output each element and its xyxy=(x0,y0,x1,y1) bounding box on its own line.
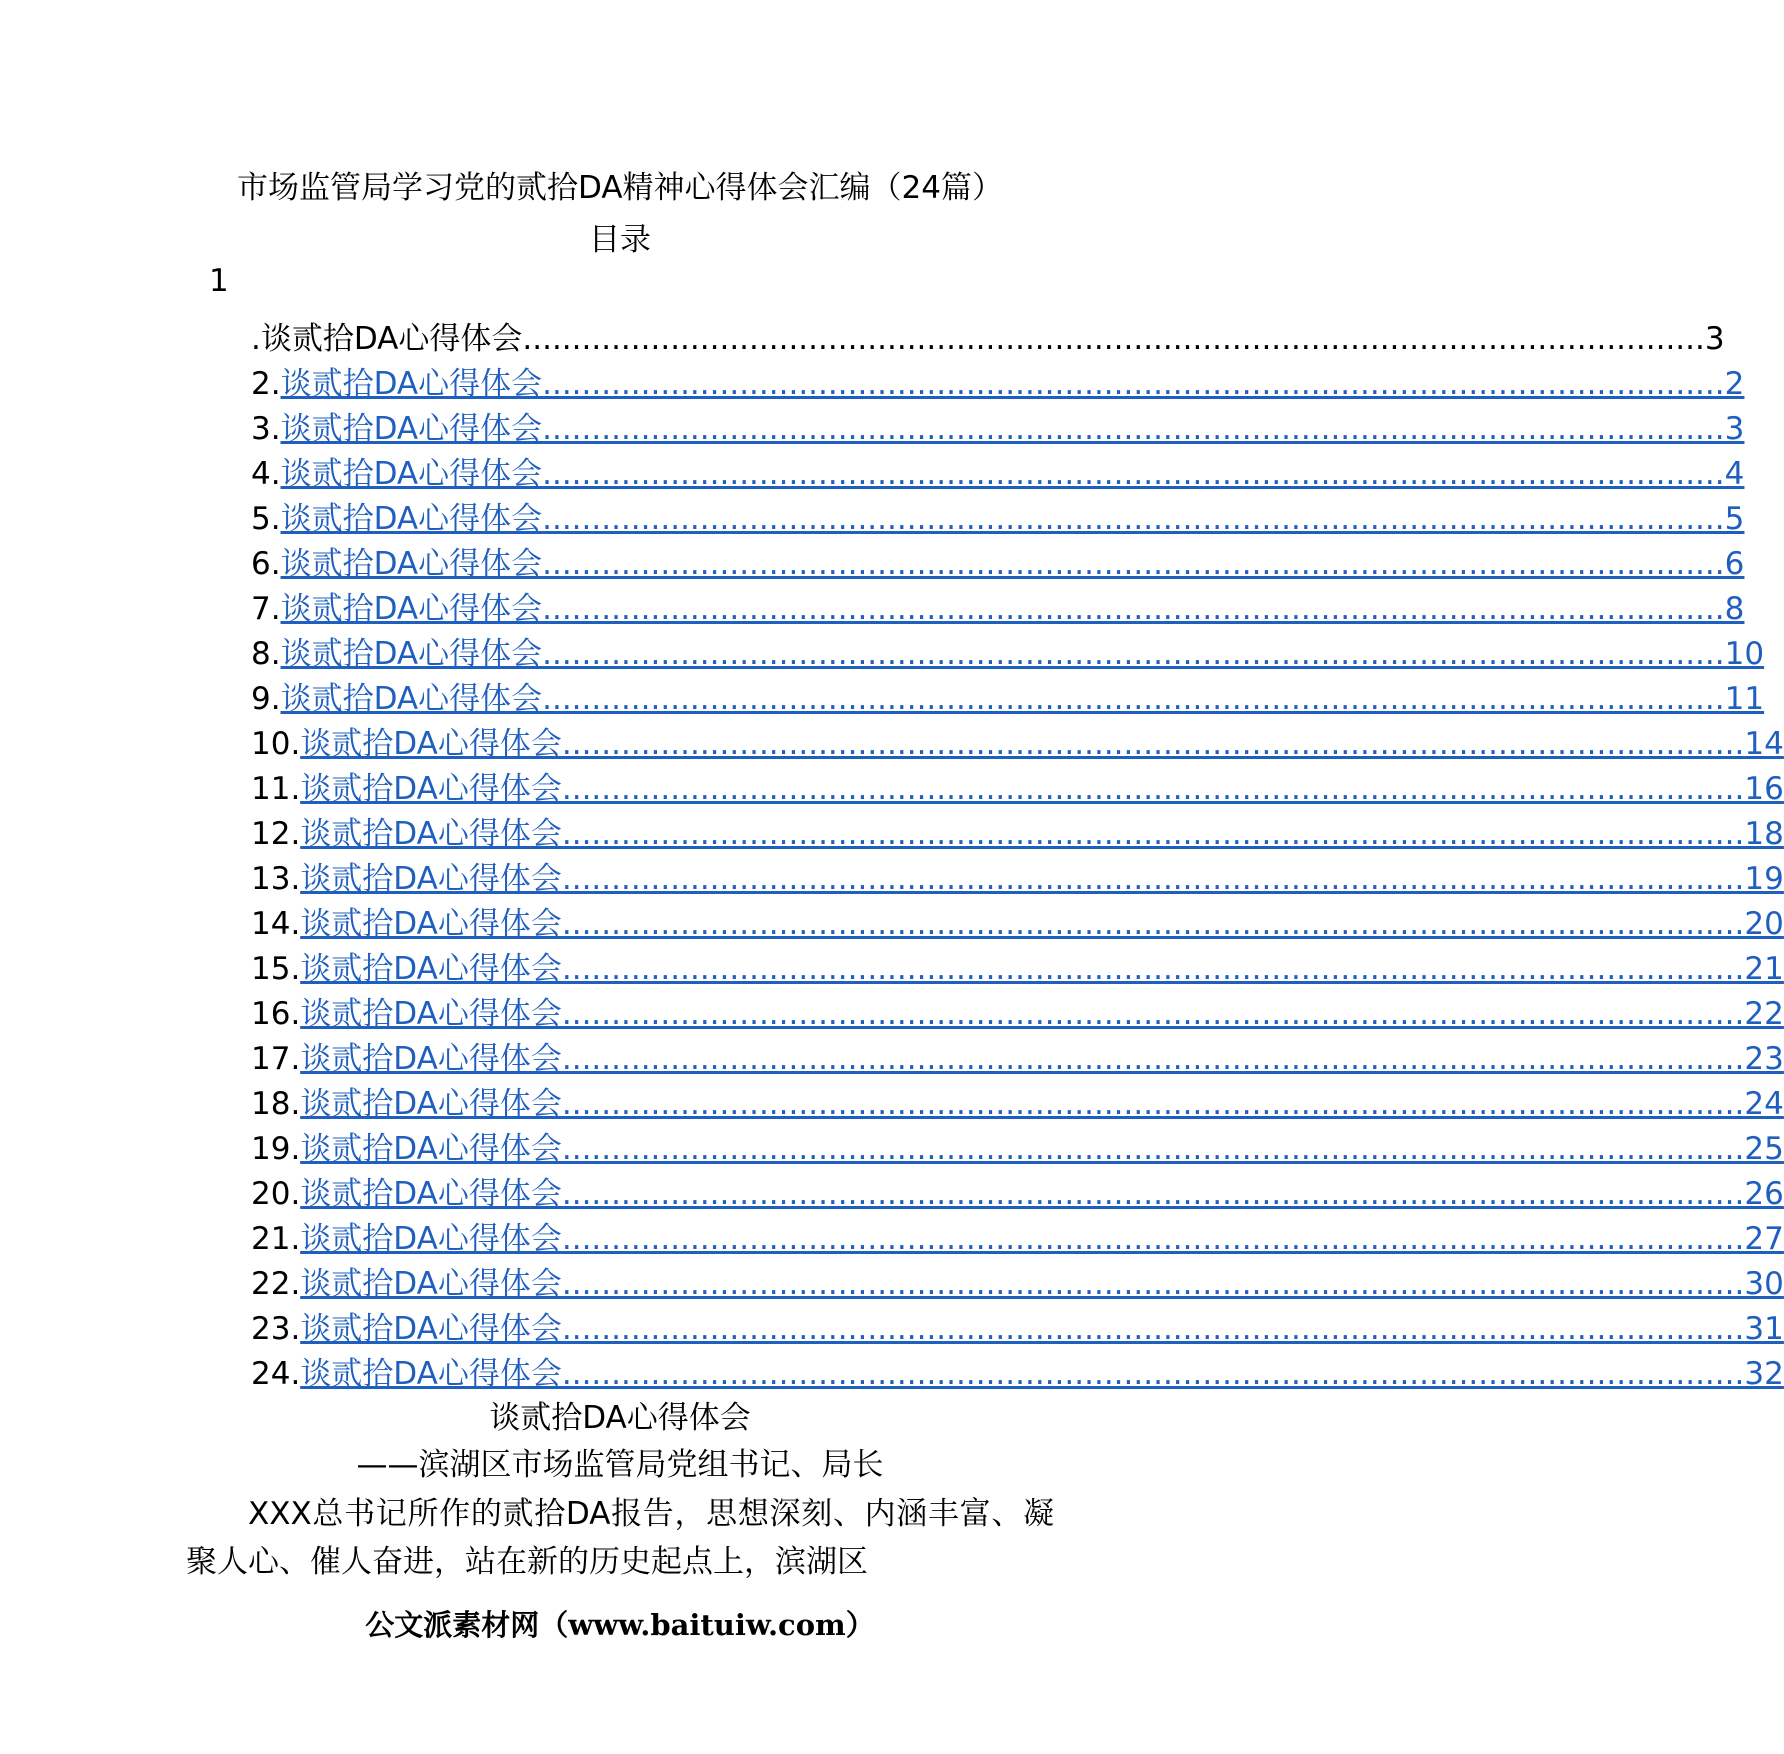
toc-entry-link[interactable] xyxy=(300,996,1784,1032)
toc-entry[interactable] xyxy=(251,1257,1784,1302)
toc-dot-leader: ........................................................................................................................ xyxy=(561,1041,1745,1077)
toc-entry-link[interactable] xyxy=(300,1266,1784,1302)
toc-dot-leader: ........................................................................................................................ xyxy=(561,1221,1745,1257)
toc-entry-label: 谈贰拾DA心得体会 xyxy=(300,1356,562,1392)
toc-dot-leader: ........................................................................................................................ xyxy=(561,1176,1745,1212)
toc-entry[interactable] xyxy=(251,807,1784,852)
toc-entry[interactable] xyxy=(251,402,1745,447)
toc-entry-number: 6. xyxy=(251,546,281,582)
toc-entry-label: 谈贰拾DA心得体会 xyxy=(300,726,562,762)
toc-entry-page-number: 2 xyxy=(1724,366,1745,402)
toc-entry-label: 谈贰拾DA心得体会 xyxy=(300,951,562,987)
toc-entry-label: .谈贰拾DA心得体会 xyxy=(251,321,523,357)
toc-entry-link[interactable] xyxy=(280,366,1745,402)
toc-entry-text xyxy=(251,321,1725,357)
toc-entry-number: 14. xyxy=(251,906,301,942)
table-of-contents xyxy=(251,312,1784,1392)
toc-entry-label: 谈贰拾DA心得体会 xyxy=(280,366,543,402)
document-title: 市场监管局学习党的贰拾DA精神心得体会汇编（24篇） xyxy=(237,170,1003,206)
toc-entry[interactable] xyxy=(251,1122,1784,1167)
toc-entry-label: 谈贰拾DA心得体会 xyxy=(300,1221,562,1257)
toc-entry-label: 谈贰拾DA心得体会 xyxy=(280,636,543,672)
toc-entry[interactable] xyxy=(251,1167,1784,1212)
toc-entry[interactable] xyxy=(251,1347,1784,1392)
toc-entry-page-number: 25 xyxy=(1744,1131,1784,1167)
toc-entry-number: 17. xyxy=(251,1041,301,1077)
article-title: 谈贰拾DA心得体会 xyxy=(489,1400,751,1436)
toc-entry[interactable] xyxy=(251,897,1784,942)
toc-entry[interactable] xyxy=(251,987,1784,1032)
toc-entry-page-number: 23 xyxy=(1744,1041,1784,1077)
toc-entry-link[interactable] xyxy=(280,546,1745,582)
toc-entry-label: 谈贰拾DA心得体会 xyxy=(300,771,562,807)
toc-entry xyxy=(251,312,1725,357)
toc-entry-page-number: 10 xyxy=(1724,636,1765,672)
toc-entry-page-number: 27 xyxy=(1744,1221,1784,1257)
toc-dot-leader: ........................................................................................................................ xyxy=(522,321,1705,357)
toc-entry-number: 3. xyxy=(251,411,281,447)
toc-entry[interactable] xyxy=(251,537,1745,582)
toc-entry-label: 谈贰拾DA心得体会 xyxy=(280,546,543,582)
toc-entry[interactable] xyxy=(251,1032,1784,1077)
toc-entry-label: 谈贰拾DA心得体会 xyxy=(300,1176,562,1212)
toc-dot-leader: ........................................................................................................................ xyxy=(561,1086,1745,1122)
toc-entry-link[interactable] xyxy=(300,1086,1784,1122)
toc-dot-leader: ........................................................................................................................ xyxy=(561,726,1745,762)
toc-entry-page-number: 3 xyxy=(1704,321,1725,357)
toc-first-number: 1 xyxy=(209,263,229,299)
toc-entry-link[interactable] xyxy=(300,1131,1784,1167)
toc-entry-number: 22. xyxy=(251,1266,301,1302)
toc-dot-leader: ........................................................................................................................ xyxy=(542,456,1725,492)
toc-entry[interactable] xyxy=(251,447,1745,492)
toc-entry[interactable] xyxy=(251,627,1765,672)
toc-entry-link[interactable] xyxy=(300,1221,1784,1257)
toc-entry-page-number: 32 xyxy=(1744,1356,1784,1392)
toc-heading: 目录 xyxy=(589,222,651,258)
toc-entry-link[interactable] xyxy=(300,1311,1784,1347)
toc-entry-label: 谈贰拾DA心得体会 xyxy=(300,1311,562,1347)
toc-entry-page-number: 24 xyxy=(1744,1086,1784,1122)
toc-entry-page-number: 3 xyxy=(1724,411,1745,447)
toc-entry-page-number: 18 xyxy=(1744,816,1784,852)
toc-dot-leader: ........................................................................................................................ xyxy=(561,1311,1745,1347)
toc-entry-label: 谈贰拾DA心得体会 xyxy=(280,681,543,717)
toc-dot-leader: ........................................................................................................................ xyxy=(561,1266,1745,1302)
toc-entry-label: 谈贰拾DA心得体会 xyxy=(300,816,562,852)
toc-dot-leader: ........................................................................................................................ xyxy=(542,501,1725,537)
footer-watermark: 公文派素材网（www.baituiw.com） xyxy=(365,1608,875,1642)
toc-entry-number: 13. xyxy=(251,861,301,897)
toc-entry-number: 19. xyxy=(251,1131,301,1167)
toc-entry-page-number: 20 xyxy=(1744,906,1784,942)
toc-entry-page-number: 31 xyxy=(1744,1311,1784,1347)
toc-entry-number: 18. xyxy=(251,1086,301,1122)
toc-entry-label: 谈贰拾DA心得体会 xyxy=(300,906,562,942)
toc-entry-label: 谈贰拾DA心得体会 xyxy=(300,996,562,1032)
toc-entry[interactable] xyxy=(251,492,1745,537)
toc-entry[interactable] xyxy=(251,357,1745,402)
toc-entry-number: 15. xyxy=(251,951,301,987)
toc-entry-label: 谈贰拾DA心得体会 xyxy=(300,1041,562,1077)
toc-dot-leader: ........................................................................................................................ xyxy=(542,546,1725,582)
toc-entry-number: 5. xyxy=(251,501,281,537)
toc-entry-link[interactable] xyxy=(280,501,1745,537)
toc-entry-label: 谈贰拾DA心得体会 xyxy=(280,591,543,627)
toc-dot-leader: ........................................................................................................................ xyxy=(561,861,1745,897)
toc-entry-label: 谈贰拾DA心得体会 xyxy=(280,501,543,537)
toc-entry-number: 10. xyxy=(251,726,301,762)
toc-entry-link[interactable] xyxy=(280,456,1745,492)
toc-entry-link[interactable] xyxy=(300,1356,1784,1392)
toc-dot-leader: ........................................................................................................................ xyxy=(542,636,1725,672)
toc-dot-leader: ........................................................................................................................ xyxy=(561,816,1745,852)
toc-entry[interactable] xyxy=(251,582,1745,627)
toc-entry-number: 4. xyxy=(251,456,281,492)
toc-entry-number: 2. xyxy=(251,366,281,402)
toc-entry-link[interactable] xyxy=(280,591,1745,627)
toc-dot-leader: ........................................................................................................................ xyxy=(542,681,1725,717)
toc-entry-label: 谈贰拾DA心得体会 xyxy=(300,1131,562,1167)
toc-entry-page-number: 26 xyxy=(1744,1176,1784,1212)
toc-entry[interactable] xyxy=(251,1302,1784,1347)
toc-entry[interactable] xyxy=(251,942,1784,987)
toc-entry-link[interactable] xyxy=(300,1041,1784,1077)
toc-entry-label: 谈贰拾DA心得体会 xyxy=(280,456,543,492)
toc-dot-leader: ........................................................................................................................ xyxy=(561,1356,1745,1392)
toc-entry-page-number: 16 xyxy=(1744,771,1784,807)
toc-entry-page-number: 6 xyxy=(1724,546,1745,582)
toc-dot-leader: ........................................................................................................................ xyxy=(561,1131,1745,1167)
toc-entry-page-number: 5 xyxy=(1724,501,1745,537)
toc-entry-page-number: 22 xyxy=(1744,996,1784,1032)
toc-entry-number: 23. xyxy=(251,1311,301,1347)
toc-entry-link[interactable] xyxy=(300,861,1784,897)
article-paragraph: XXX总书记所作的贰拾DA报告，思想深刻、内涵丰富、凝聚人心、催人奋进，站在新的历史起点上，滨湖区 xyxy=(186,1496,1054,1580)
article-byline: ——滨湖区市场监管局党组书记、局长 xyxy=(356,1447,884,1483)
toc-entry-label: 谈贰拾DA心得体会 xyxy=(300,1266,562,1302)
toc-dot-leader: ........................................................................................................................ xyxy=(561,951,1745,987)
toc-entry-link[interactable] xyxy=(300,951,1784,987)
toc-entry-number: 21. xyxy=(251,1221,301,1257)
toc-dot-leader: ........................................................................................................................ xyxy=(561,906,1745,942)
toc-entry-link[interactable] xyxy=(300,816,1784,852)
toc-entry-link[interactable] xyxy=(280,681,1765,717)
toc-entry-page-number: 8 xyxy=(1724,591,1745,627)
toc-entry-link[interactable] xyxy=(300,726,1784,762)
toc-entry-link[interactable] xyxy=(280,411,1745,447)
toc-dot-leader: ........................................................................................................................ xyxy=(542,591,1725,627)
toc-entry-link[interactable] xyxy=(300,771,1784,807)
toc-entry-link[interactable] xyxy=(300,906,1784,942)
toc-entry-page-number: 11 xyxy=(1724,681,1765,717)
toc-dot-leader: ........................................................................................................................ xyxy=(561,771,1745,807)
toc-entry-page-number: 4 xyxy=(1724,456,1745,492)
toc-entry-page-number: 30 xyxy=(1744,1266,1784,1302)
toc-entry-page-number: 21 xyxy=(1744,951,1784,987)
toc-entry[interactable] xyxy=(251,762,1784,807)
toc-entry[interactable] xyxy=(251,672,1765,717)
toc-dot-leader: ........................................................................................................................ xyxy=(561,996,1745,1032)
toc-entry-page-number: 14 xyxy=(1744,726,1784,762)
toc-entry-number: 11. xyxy=(251,771,301,807)
toc-entry[interactable] xyxy=(251,1077,1784,1122)
toc-entry-label: 谈贰拾DA心得体会 xyxy=(300,1086,562,1122)
toc-entry-number: 9. xyxy=(251,681,281,717)
toc-entry-label: 谈贰拾DA心得体会 xyxy=(300,861,562,897)
toc-entry[interactable] xyxy=(251,852,1784,897)
toc-entry[interactable] xyxy=(251,1212,1784,1257)
toc-entry-label: 谈贰拾DA心得体会 xyxy=(280,411,543,447)
toc-entry[interactable] xyxy=(251,717,1784,762)
toc-dot-leader: ........................................................................................................................ xyxy=(542,366,1725,402)
toc-entry-number: 8. xyxy=(251,636,281,672)
toc-entry-link[interactable] xyxy=(300,1176,1784,1212)
toc-entry-number: 24. xyxy=(251,1356,301,1392)
toc-dot-leader: ........................................................................................................................ xyxy=(542,411,1725,447)
toc-entry-number: 12. xyxy=(251,816,301,852)
toc-entry-page-number: 19 xyxy=(1744,861,1784,897)
toc-entry-number: 20. xyxy=(251,1176,301,1212)
toc-entry-link[interactable] xyxy=(280,636,1765,672)
toc-entry-number: 7. xyxy=(251,591,281,627)
toc-entry-number: 16. xyxy=(251,996,301,1032)
